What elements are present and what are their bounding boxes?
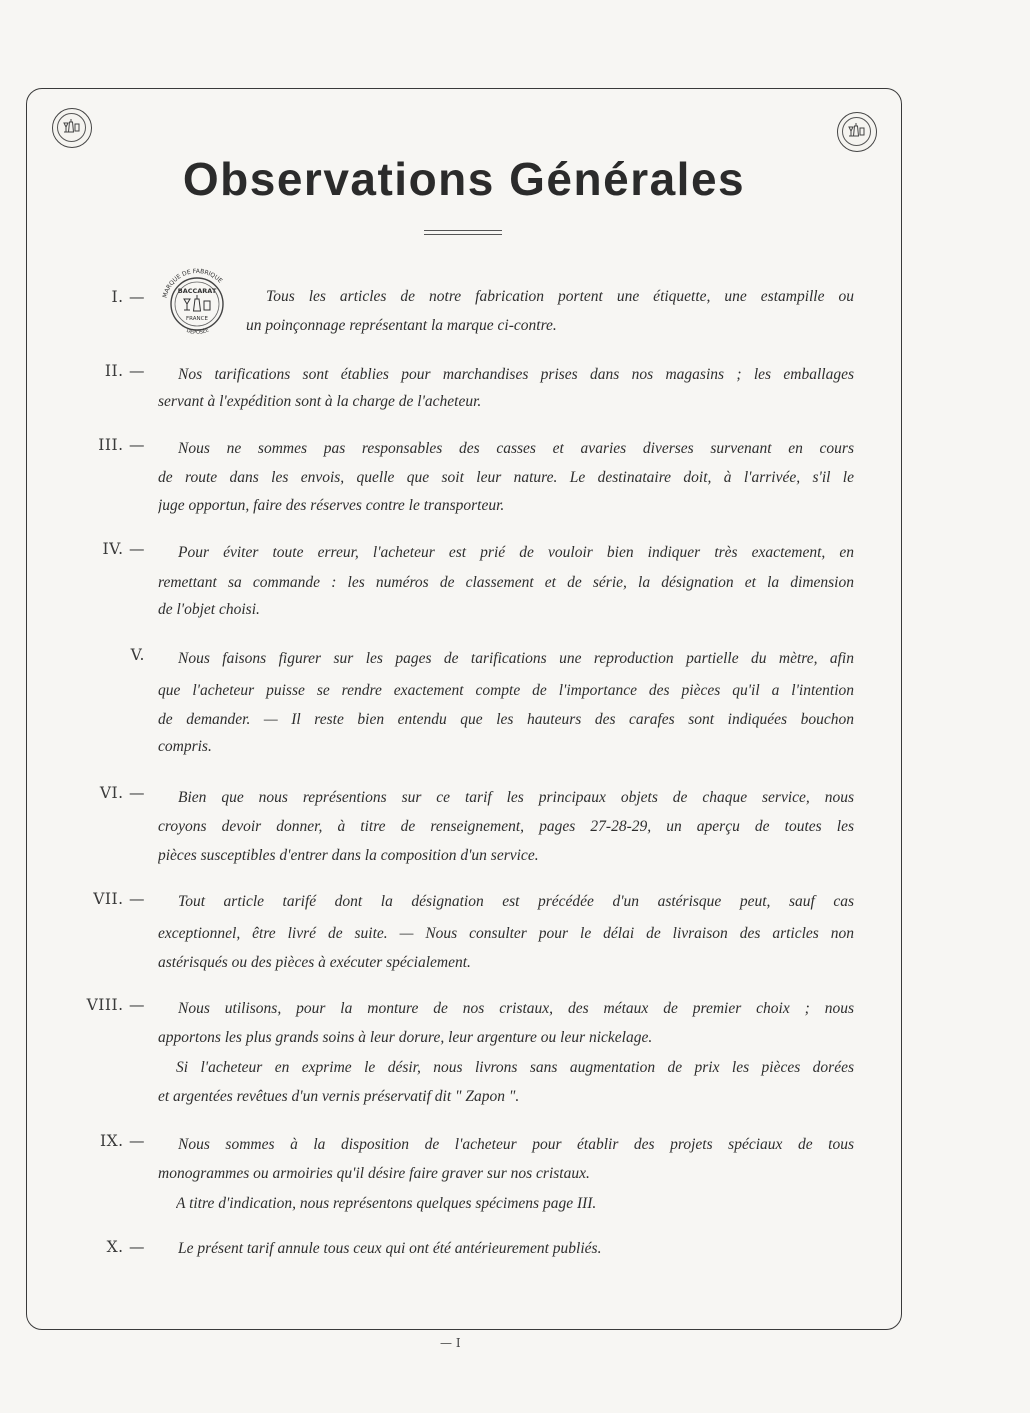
item-line: juge opportun, faire des réserves contre le transporteur. <box>158 497 505 514</box>
item-line: Nos tarifications sont établies pour marchandises prises dans nos magasins ; les emballages <box>178 366 854 383</box>
item-line: Nous sommes à la disposition de l'acheteur pour établir des projets spéciaux de tous <box>178 1136 854 1153</box>
item-line: servant à l'expédition sont à la charge de l'acheteur. <box>158 393 482 410</box>
item-line: monogrammes ou armoiries qu'il désire faire graver sur nos cristaux. <box>158 1165 590 1182</box>
item-numeral: II. — <box>104 362 145 380</box>
item-line: remettant sa commande : les numéros de classement et de série, la désignation et la dimension <box>158 574 854 591</box>
item-line: croyons devoir donner, à titre de renseignement, pages 27-28-29, un aperçu de toutes les <box>158 818 854 835</box>
item-line: Bien que nous représentions sur ce tarif les principaux objets de chaque service, nous <box>178 789 854 806</box>
page-number: — I <box>440 1336 461 1350</box>
item-line: exceptionnel, être livré de suite. — Nous consulter pour le délai de livraison des articles non <box>158 925 854 942</box>
item-line: Nous ne sommes pas responsables des casses et avaries diverses survenant en cours <box>178 440 854 457</box>
item-line: Nous utilisons, pour la monture de nos cristaux, des métaux de premier choix ; nous <box>178 1000 854 1017</box>
title-rule <box>424 230 502 231</box>
item-line: de l'objet choisi. <box>158 601 260 618</box>
item-line: apportons les plus grands soins à leur dorure, leur argenture ou leur nickelage. <box>158 1029 653 1046</box>
item-numeral: IV. — <box>102 540 145 558</box>
item-line: un poinçonnage représentant la marque ci-contre. <box>246 317 557 334</box>
item-numeral: I. — <box>111 288 145 306</box>
item-line: Tout article tarifé dont la désignation est précédée d'un astérisque peut, sauf cas <box>178 893 854 910</box>
mark-top-text: MARQUE DE FABRIQUE <box>161 267 224 299</box>
item-line: Tous les articles de notre fabrication portent une étiquette, une estampille ou <box>266 288 854 305</box>
item-numeral: VI. — <box>99 784 145 802</box>
mark-bottom-text: DÉPOSÉE <box>185 327 210 336</box>
baccarat-seal-icon <box>52 108 92 148</box>
item-numeral: X. — <box>106 1238 145 1256</box>
item-line: compris. <box>158 738 212 755</box>
baccarat-seal-icon <box>837 112 877 152</box>
title-rule <box>424 234 502 235</box>
item-line: astérisqués ou des pièces à exécuter spécialement. <box>158 954 471 971</box>
item-numeral: VIII. — <box>86 996 145 1014</box>
item-line: Si l'acheteur en exprime le désir, nous livrons sans augmentation de prix les pièces dorées <box>176 1059 854 1076</box>
item-numeral: IX. — <box>99 1132 145 1150</box>
item-line: que l'acheteur puisse se rendre exactement compte de l'importance des pièces qu'il a l'intention <box>158 682 854 699</box>
item-line: Pour éviter toute erreur, l'acheteur est prié de vouloir bien indiquer très exactement, en <box>178 544 854 561</box>
item-line: Le présent tarif annule tous ceux qui ont été antérieurement publiés. <box>178 1240 602 1257</box>
item-line: de demander. — Il reste bien entendu que les hauteurs des carafes sont indiquées bouchon <box>158 711 854 728</box>
baccarat-trademark-icon <box>156 263 238 345</box>
item-line: et argentées revêtues d'un vernis préservatif dit " Zapon ". <box>158 1088 520 1105</box>
item-line: de route dans les envois, quelle que soit leur nature. Le destinataire doit, à l'arrivée, s'il le <box>158 469 854 486</box>
mark-name-text: BACCARAT <box>177 287 217 295</box>
item-numeral: VII. — <box>93 890 145 908</box>
mark-country-text: FRANCE <box>186 316 208 322</box>
item-line: A titre d'indication, nous représentons quelques spécimens page III. <box>176 1195 597 1212</box>
item-line: Nous faisons figurer sur les pages de tarifications une reproduction partielle du mètre, afin <box>178 650 854 667</box>
item-numeral: III. — <box>98 436 145 454</box>
page-title: Observations Générales <box>182 153 746 205</box>
item-line: pièces susceptibles d'entrer dans la composition d'un service. <box>158 847 539 864</box>
item-numeral: V. <box>130 646 145 664</box>
